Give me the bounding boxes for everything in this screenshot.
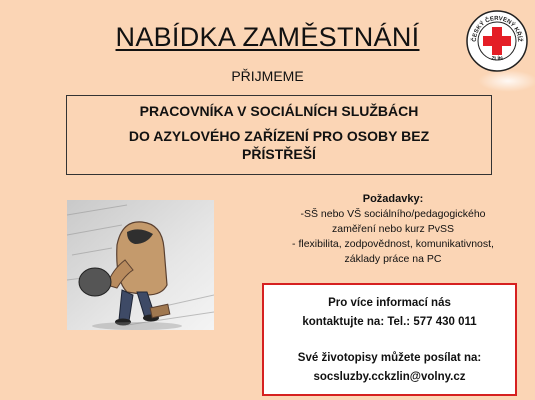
requirements-title: Požadavky: bbox=[362, 193, 424, 205]
hiring-label: PŘIJMEME bbox=[231, 68, 304, 84]
page-title: NABÍDKA ZAMĚSTNÁNÍ bbox=[115, 22, 420, 52]
requirement-line: - flexibilita, zodpovědnost, komunikativnost, bbox=[292, 238, 494, 250]
contact-phone: kontaktujte na: Tel.: 577 430 011 bbox=[302, 316, 477, 328]
homeless-person-illustration bbox=[67, 200, 214, 330]
position-line-3: PŘÍSTŘEŠÍ bbox=[242, 146, 316, 162]
position-box bbox=[66, 95, 492, 175]
requirement-line: zaměření nebo kurz PvSS bbox=[332, 223, 454, 235]
cross-horizontal bbox=[483, 36, 511, 46]
logo-text-top: ČESKÝ ČERVENÝ KŘÍŽ bbox=[471, 15, 523, 42]
requirement-line: základy práce na PC bbox=[344, 253, 442, 265]
requirements-section bbox=[258, 192, 528, 267]
contact-box bbox=[262, 283, 517, 396]
red-cross-logo bbox=[466, 10, 528, 72]
position-line-2: DO AZYLOVÉHO ZAŘÍZENÍ PRO OSOBY BEZ bbox=[128, 128, 430, 144]
contact-email: socsluzby.cckzlin@volny.cz bbox=[313, 371, 466, 383]
logo-text-bottom: ZLÍN bbox=[490, 55, 504, 63]
position-line-1: PRACOVNÍKA V SOCIÁLNÍCH SLUŽBÁCH bbox=[139, 103, 419, 119]
requirement-line: -SŠ nebo VŠ sociálního/pedagogického bbox=[300, 208, 486, 220]
contact-line-3: Své životopisy můžete posílat na: bbox=[297, 352, 482, 364]
contact-line-1: Pro více informací nás bbox=[328, 297, 451, 309]
